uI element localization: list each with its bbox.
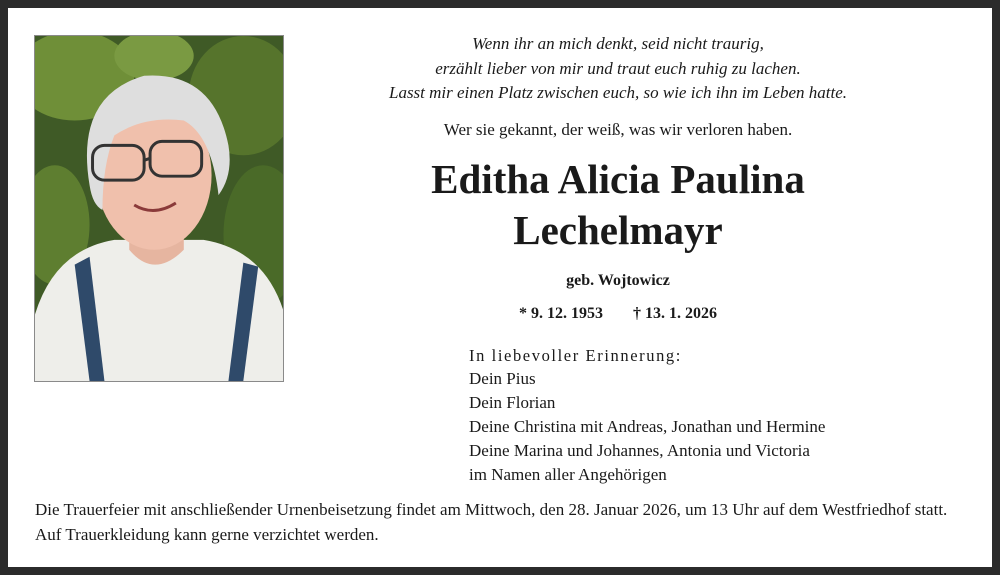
poem-line: Lasst mir einen Platz zwischen euch, so wie ich ihn im Leben hatte.: [388, 83, 847, 102]
portrait-photo-icon: [35, 36, 283, 381]
mourner-line: Deine Marina und Johannes, Antonia und Victoria: [469, 441, 810, 460]
poem-line: Wenn ihr an mich denkt, seid nicht traurig,: [472, 34, 764, 53]
name-family: Lechelmayr: [513, 207, 723, 253]
quote: Wer sie gekannt, der weiß, was wir verloren haben.: [443, 120, 793, 139]
birth-date: * 9. 12. 1953: [519, 305, 603, 322]
mourners-list: [469, 367, 825, 487]
mourner-line: Dein Pius: [469, 369, 536, 388]
deceased-name: [308, 154, 928, 256]
obituary-notice: [8, 8, 992, 567]
poem: [338, 32, 898, 106]
birth-name: geb. Wojtowicz: [566, 272, 670, 289]
funeral-notice: Die Trauerfeier mit anschließender Urnenbeisetzung findet am Mittwoch, den 28. Januar 2026, um 13 Uhr auf dem Westfriedhof statt. Auf Trauerkleidung kann gerne verzichtet werden.: [35, 500, 948, 544]
memory-heading: In liebevoller Erinnerung:: [469, 346, 682, 365]
mourner-line: Dein Florian: [469, 393, 556, 412]
death-date: † 13. 1. 2026: [633, 305, 717, 322]
name-given: Editha Alicia Paulina: [431, 156, 805, 202]
poem-line: erzählt lieber von mir und traut euch ruhig zu lachen.: [435, 58, 801, 78]
life-dates: [448, 303, 788, 325]
mourner-line: Deine Christina mit Andreas, Jonathan und Hermine: [469, 417, 826, 436]
portrait-photo: [34, 35, 284, 382]
mourner-line: im Namen aller Angehörigen: [469, 465, 667, 484]
